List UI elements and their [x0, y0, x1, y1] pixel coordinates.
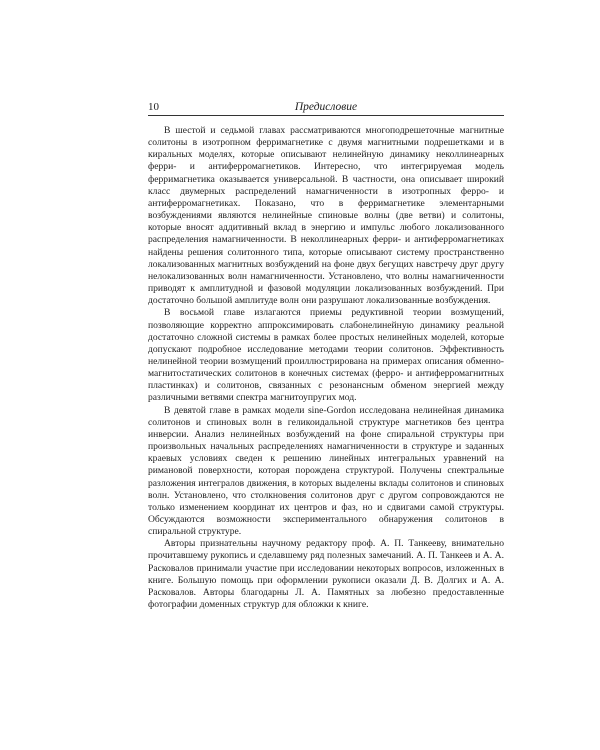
paragraph-chapter-eight: В восьмой главе излагаются приемы редуктивной теории возмущений, позволяющие корректно аппроксимировать слабонелинейную динамику реальной достаточно сложной системы в рамках более простых нелинейных моделей, которые допускают подробное исследование методами теории солитонов. Эффективность нелинейной теории возмущений проиллюстрирована на примерах описания обменно-магнитостатических солитонов в конечных системах (ферро- и антиферромагнитных пластинках) и солитонов, связанных с резонансным обменом энергией между различными ветвями спектра магнитоупругих мод. — [148, 307, 504, 404]
header-rule — [148, 115, 504, 116]
body-text — [148, 125, 504, 611]
page-number: 10 — [148, 101, 159, 113]
paragraph-chapters-six-seven: В шестой и седьмой главах рассматриваются многоподрешеточные магнитные солитоны в изотропном ферримагнетике с двумя магнитными подрешетками и в киральных моделях, которые описывают нелинейную динамику неколлинеарных ферри- и антиферромагнетиков. Интересно, что интегрируемая модель ферримагнетика оказывается универсальной. В частности, она описывает широкий класс двумерных распределений намагниченности в изотропных ферро- и антиферромагнетиках. Показано, что в ферримагнетике элементарными возбуждениями являются нелинейные спиновые волны (две ветви) и солитоны, которые вносят аддитивный вклад в энергию и импульс любого локализованного распределения намагниченности. В неколлинеарных ферри- и антиферромагнетиках найдены решения солитонного типа, которые описывают систему пространственно локализованных магнитных возбуждений на фоне двух бегущих навстречу друг другу нелокализованных волн намагниченности. Установлено, что волны намагниченности приводят к амплитудной и фазовой модуляции локализованных возбуждений. При достаточно большой амплитуде волн они разрушают локализованные возбуждения. — [148, 125, 504, 307]
paragraph-acknowledgements: Авторы признательны научному редактору проф. А. П. Танкееву, внимательно прочитавшему рукопись и сделавшему ряд полезных замечаний. А. П. Танкеев и А. А. Расковалов принимали участие при исследовании некоторых вопросов, изложенных в книге. Большую помощь при оформлении рукописи оказали Д. В. Долгих и А. А. Расковалов. Авторы благодарны Л. А. Памятных за любезно предоставленные фотографии доменных структур для обложки к книге. — [148, 538, 504, 611]
paragraph-chapter-nine: В девятой главе в рамках модели sine-Gordon исследована нелинейная динамика солитонов и спиновых волн в геликоидальной структуре магнетиков без центра инверсии. Анализ нелинейных возбуждений на фоне спиральной структуры при произвольных начальных распределениях намагниченности в структуре и заданных краевых условиях сведен к решению линейных интегральных уравнений на римановой поверхности, которая порождена структурой. Получены спектральные разложения интегралов движения, в которых выделены вклады солитонов и спиновых волн. Установлено, что столкновения солитонов друг с другом сопровождаются не только изменением координат их центров и фаз, но и сдвигами самой структуры. Обсуждаются возможности экспериментального обнаружения солитонов в спиральной структуре. — [148, 404, 504, 538]
section-title: Предисловие — [294, 101, 358, 113]
running-head — [148, 100, 504, 114]
